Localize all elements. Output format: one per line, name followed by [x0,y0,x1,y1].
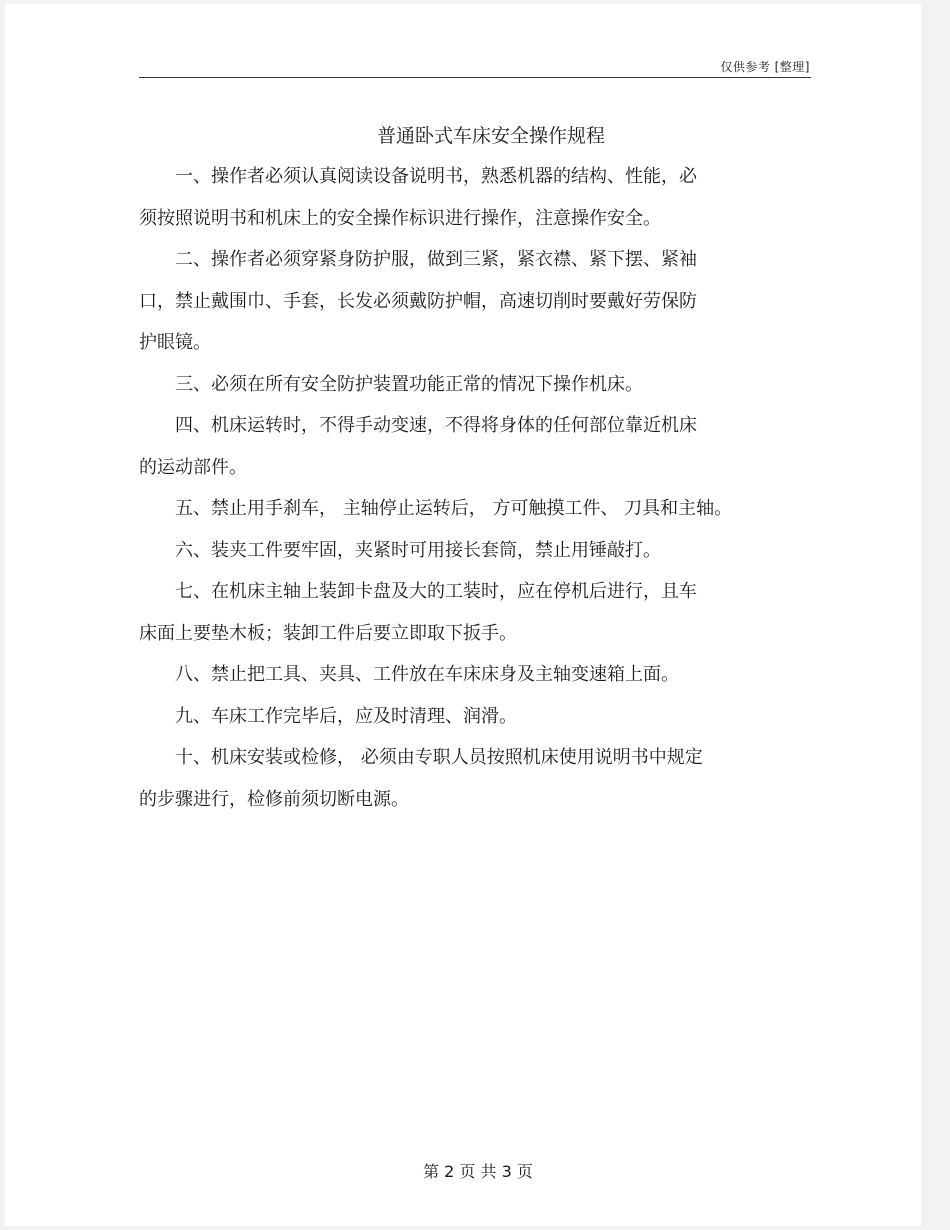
header-divider [139,77,811,78]
document-title: 普通卧式车床安全操作规程 [376,125,605,147]
paragraph-line: 一、操作者必须认真阅读设备说明书，熟悉机器的结构、性能，必 [175,166,697,187]
paragraph [139,364,811,406]
paragraph-line: 三、必须在所有安全防护装置功能正常的情况下操作机床。 [175,373,643,395]
paragraph-line: 护眼镜。 [139,332,211,353]
paragraph [139,239,811,364]
paragraph-line: 十、机床安装或检修， 必须由专职人员按照机床使用说明书中规定 [175,747,703,768]
paragraph-line: 八、禁止把工具、夹具、工件放在车床床身及主轴变速箱上面。 [175,664,679,685]
paragraph-line: 口，禁止戴围巾、手套，长发必须戴防护帽，高速切削时要戴好劳保防 [139,290,697,312]
paragraph [139,571,811,654]
paragraph [139,405,811,488]
document-page [5,4,921,1226]
paragraph-line: 的步骤进行，检修前须切断电源。 [139,788,409,810]
paragraph-line: 六、装夹工件要牢固，夹紧时可用接长套筒，禁止用锤敲打。 [175,539,661,561]
header-note: 仅供参考 [整理] [720,60,810,74]
paragraph-line: 须按照说明书和机床上的安全操作标识进行操作，注意操作安全。 [139,207,661,229]
paragraph [139,737,811,820]
paragraph-line: 九、车床工作完毕后，应及时清理、润滑。 [175,705,517,727]
page-number: 第 2 页 共 3 页 [423,1162,533,1181]
paragraph [139,156,811,239]
paragraph-line: 的运动部件。 [139,456,247,478]
paragraph-line: 七、在机床主轴上装卸卡盘及大的工装时，应在停机后进行，且车 [175,581,697,602]
paragraph-line: 二、操作者必须穿紧身防护服，做到三紧，紧衣襟、紧下摆、紧袖 [175,249,697,270]
paragraph [139,654,811,696]
paragraph [139,488,811,530]
paragraph-line: 五、禁止用手刹车， 主轴停止运转后， 方可触摸工件、 刀具和主轴。 [175,498,733,519]
paragraph-line: 四、机床运转时，不得手动变速，不得将身体的任何部位靠近机床 [175,415,697,436]
paragraph [139,530,811,572]
paragraph-line: 床面上要垫木板；装卸工件后要立即取下扳手。 [139,622,517,644]
paragraph [139,696,811,738]
document-body [139,156,811,820]
